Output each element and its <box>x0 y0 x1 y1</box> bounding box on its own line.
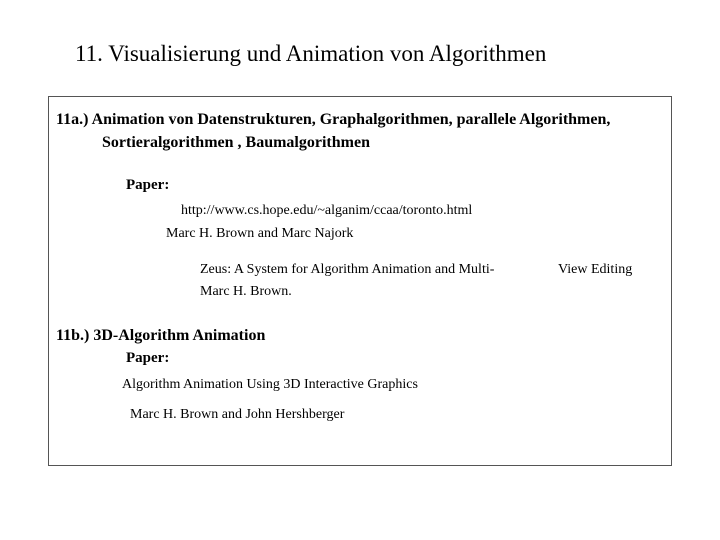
section-a-paper-label: Paper: <box>126 177 170 193</box>
zeus-paper-author: Marc H. Brown. <box>200 284 292 299</box>
section-a-heading-line1: 11a.) Animation von Datenstrukturen, Graphalgorithmen, parallele Algorithmen, <box>56 111 611 128</box>
section-b-paper-title: Algorithm Animation Using 3D Interactive Graphics <box>122 377 418 392</box>
section-b-heading: 11b.) 3D-Algorithm Animation <box>56 327 266 344</box>
zeus-paper-title-line1: Zeus: A System for Algorithm Animation and Multi- <box>200 262 495 277</box>
slide-title: 11. Visualisierung und Animation von Algorithmen <box>75 41 547 66</box>
zeus-paper-title-view-editing: View Editing <box>558 262 633 277</box>
section-a-heading-line2: Sortieralgorithmen , Baumalgorithmen <box>102 134 370 151</box>
section-a-url[interactable]: http://www.cs.hope.edu/~alganim/ccaa/toronto.html <box>181 203 473 218</box>
section-b-paper-label: Paper: <box>126 350 170 366</box>
section-a-authors: Marc H. Brown and Marc Najork <box>166 226 354 241</box>
section-b-authors: Marc H. Brown and John Hershberger <box>130 407 345 422</box>
